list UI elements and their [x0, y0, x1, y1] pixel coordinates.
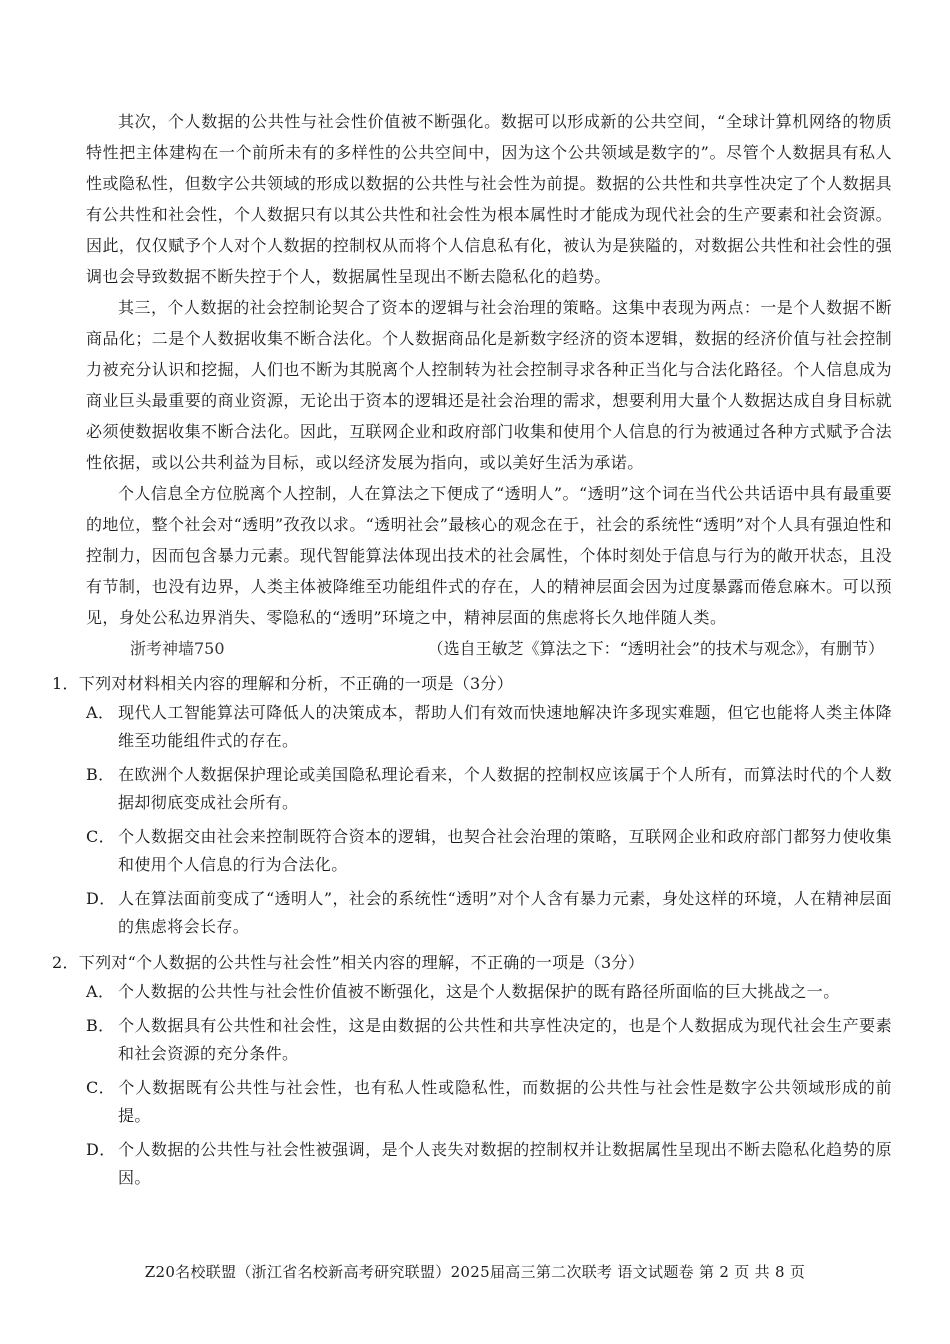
option-text: 个人数据具有公共性和社会性，这是由数据的公共性和共享性决定的，也是个人数据成为现代社会生产要素和社会资源的充分条件。: [118, 1016, 892, 1063]
option-a[interactable]: [86, 699, 892, 755]
option-b[interactable]: [86, 761, 892, 817]
question-2: [52, 947, 892, 1192]
question-stem: 2．下列对“个人数据的公共性与社会性”相关内容的理解，不正确的一项是（3分）: [52, 953, 645, 972]
passage-paragraph-3: 个人信息全方位脱离个人控制，人在算法之下便成了“透明人”。“透明”这个词在当代公共话语中具有最重要的地位，整个社会对“透明”孜孜以求。“透明社会”最核心的观念在于，社会的系统性“透明”对个人具有强迫性和控制力，因而包含暴力元素。现代智能算法体现出技术的社会属性，个体时刻处于信息与行为的敞开状态，且没有节制，也没有边界，人类主体被降维至功能组件式的存在，人的精神层面会因为过度暴露而倦怠麻木。可以预见，身处公私边界消失、零隐私的“透明”环境之中，精神层面的焦虑将长久地伴随人类。: [86, 484, 892, 627]
option-text: 在欧洲个人数据保护理论或美国隐私理论看来，个人数据的控制权应该属于个人所有，而算法时代的个人数据却彻底变成社会所有。: [118, 765, 892, 812]
option-text: 人在算法面前变成了“透明人”，社会的系统性“透明”对个人含有暴力元素，身处这样的环境，人在精神层面的焦虑将会长存。: [118, 889, 892, 936]
option-c[interactable]: [86, 1074, 892, 1130]
option-letter: D．: [86, 889, 116, 908]
source-line: [86, 633, 892, 664]
option-text: 个人数据的公共性与社会性被强调，是个人丧失对数据的控制权并让数据属性呈现出不断去隐私化趋势的原因。: [118, 1140, 892, 1187]
option-letter: A．: [86, 703, 115, 722]
option-d[interactable]: [86, 885, 892, 941]
option-text: 现代人工智能算法可降低人的决策成本，帮助人们有效而快速地解决许多现实难题，但它也能将人类主体降维至功能组件式的存在。: [118, 703, 892, 750]
option-letter: C．: [86, 1078, 116, 1097]
reading-passage: [86, 106, 892, 664]
option-a[interactable]: [86, 978, 892, 1006]
passage-paragraph-1: 其次，个人数据的公共性与社会性价值被不断强化。数据可以形成新的公共空间，“全球计算机网络的物质特性把主体建构在一个前所未有的多样性的公共空间中，因为这个公共领域是数字的”。尽管个人数据具有私人性或隐私性，但数字公共领域的形成以数据的公共性与社会性为前提。数据的公共性和共享性决定了个人数据具有公共性和社会性，个人数据只有以其公共性和社会性为根本属性时才能成为现代社会的生产要素和社会资源。因此，仅仅赋予个人对个人数据的控制权从而将个人信息私有化，被认为是狭隘的，对数据公共性和社会性的强调也会导致数据不断失控于个人，数据属性呈现出不断去隐私化的趋势。: [86, 112, 892, 286]
question-1: [52, 668, 892, 941]
option-letter: C．: [86, 827, 116, 846]
option-letter: B．: [86, 765, 115, 784]
watermark-text: 浙考神墙750: [130, 639, 225, 658]
option-c[interactable]: [86, 823, 892, 879]
exam-page: [52, 106, 892, 1198]
page-footer: Z20名校联盟（浙江省名校新高考研究联盟）2025届高三第二次联考 语文试题卷 第 2 页 共 8 页: [144, 1263, 806, 1281]
option-b[interactable]: [86, 1012, 892, 1068]
option-text: 个人数据既有公共性与社会性，也有私人性或隐私性，而数据的公共性与社会性是数字公共领域形成的前提。: [118, 1078, 892, 1125]
source-citation: （选自王敏芝《算法之下：“透明社会”的技术与观念》，有删节）: [427, 639, 884, 658]
question-stem: 1．下列对材料相关内容的理解和分析，不正确的一项是（3分）: [52, 674, 514, 693]
option-text: 个人数据的公共性与社会性价值被不断强化，这是个人数据保护的既有路径所面临的巨大挑战之一。: [118, 982, 840, 1001]
option-letter: B．: [86, 1016, 115, 1035]
option-letter: A．: [86, 982, 115, 1001]
option-d[interactable]: [86, 1136, 892, 1192]
passage-paragraph-2: 其三，个人数据的社会控制论契合了资本的逻辑与社会治理的策略。这集中表现为两点：一是个人数据不断商品化；二是个人数据收集不断合法化。个人数据商品化是新数字经济的资本逻辑，数据的经济价值与社会控制力被充分认识和挖掘，人们也不断为其脱离个人控制转为社会控制寻求各种正当化与合法化路径。个人信息成为商业巨头最重要的商业资源，无论出于资本的逻辑还是社会治理的需求，想要利用大量个人数据达成自身目标就必须使数据收集不断合法化。因此，互联网企业和政府部门收集和使用个人信息的行为被通过各种方式赋予合法性依据，或以公共利益为目标，或以经济发展为指向，或以美好生活为承诺。: [86, 298, 892, 472]
option-letter: D．: [86, 1140, 116, 1159]
option-text: 个人数据交由社会来控制既符合资本的逻辑，也契合社会治理的策略，互联网企业和政府部门都努力使收集和使用个人信息的行为合法化。: [118, 827, 892, 874]
